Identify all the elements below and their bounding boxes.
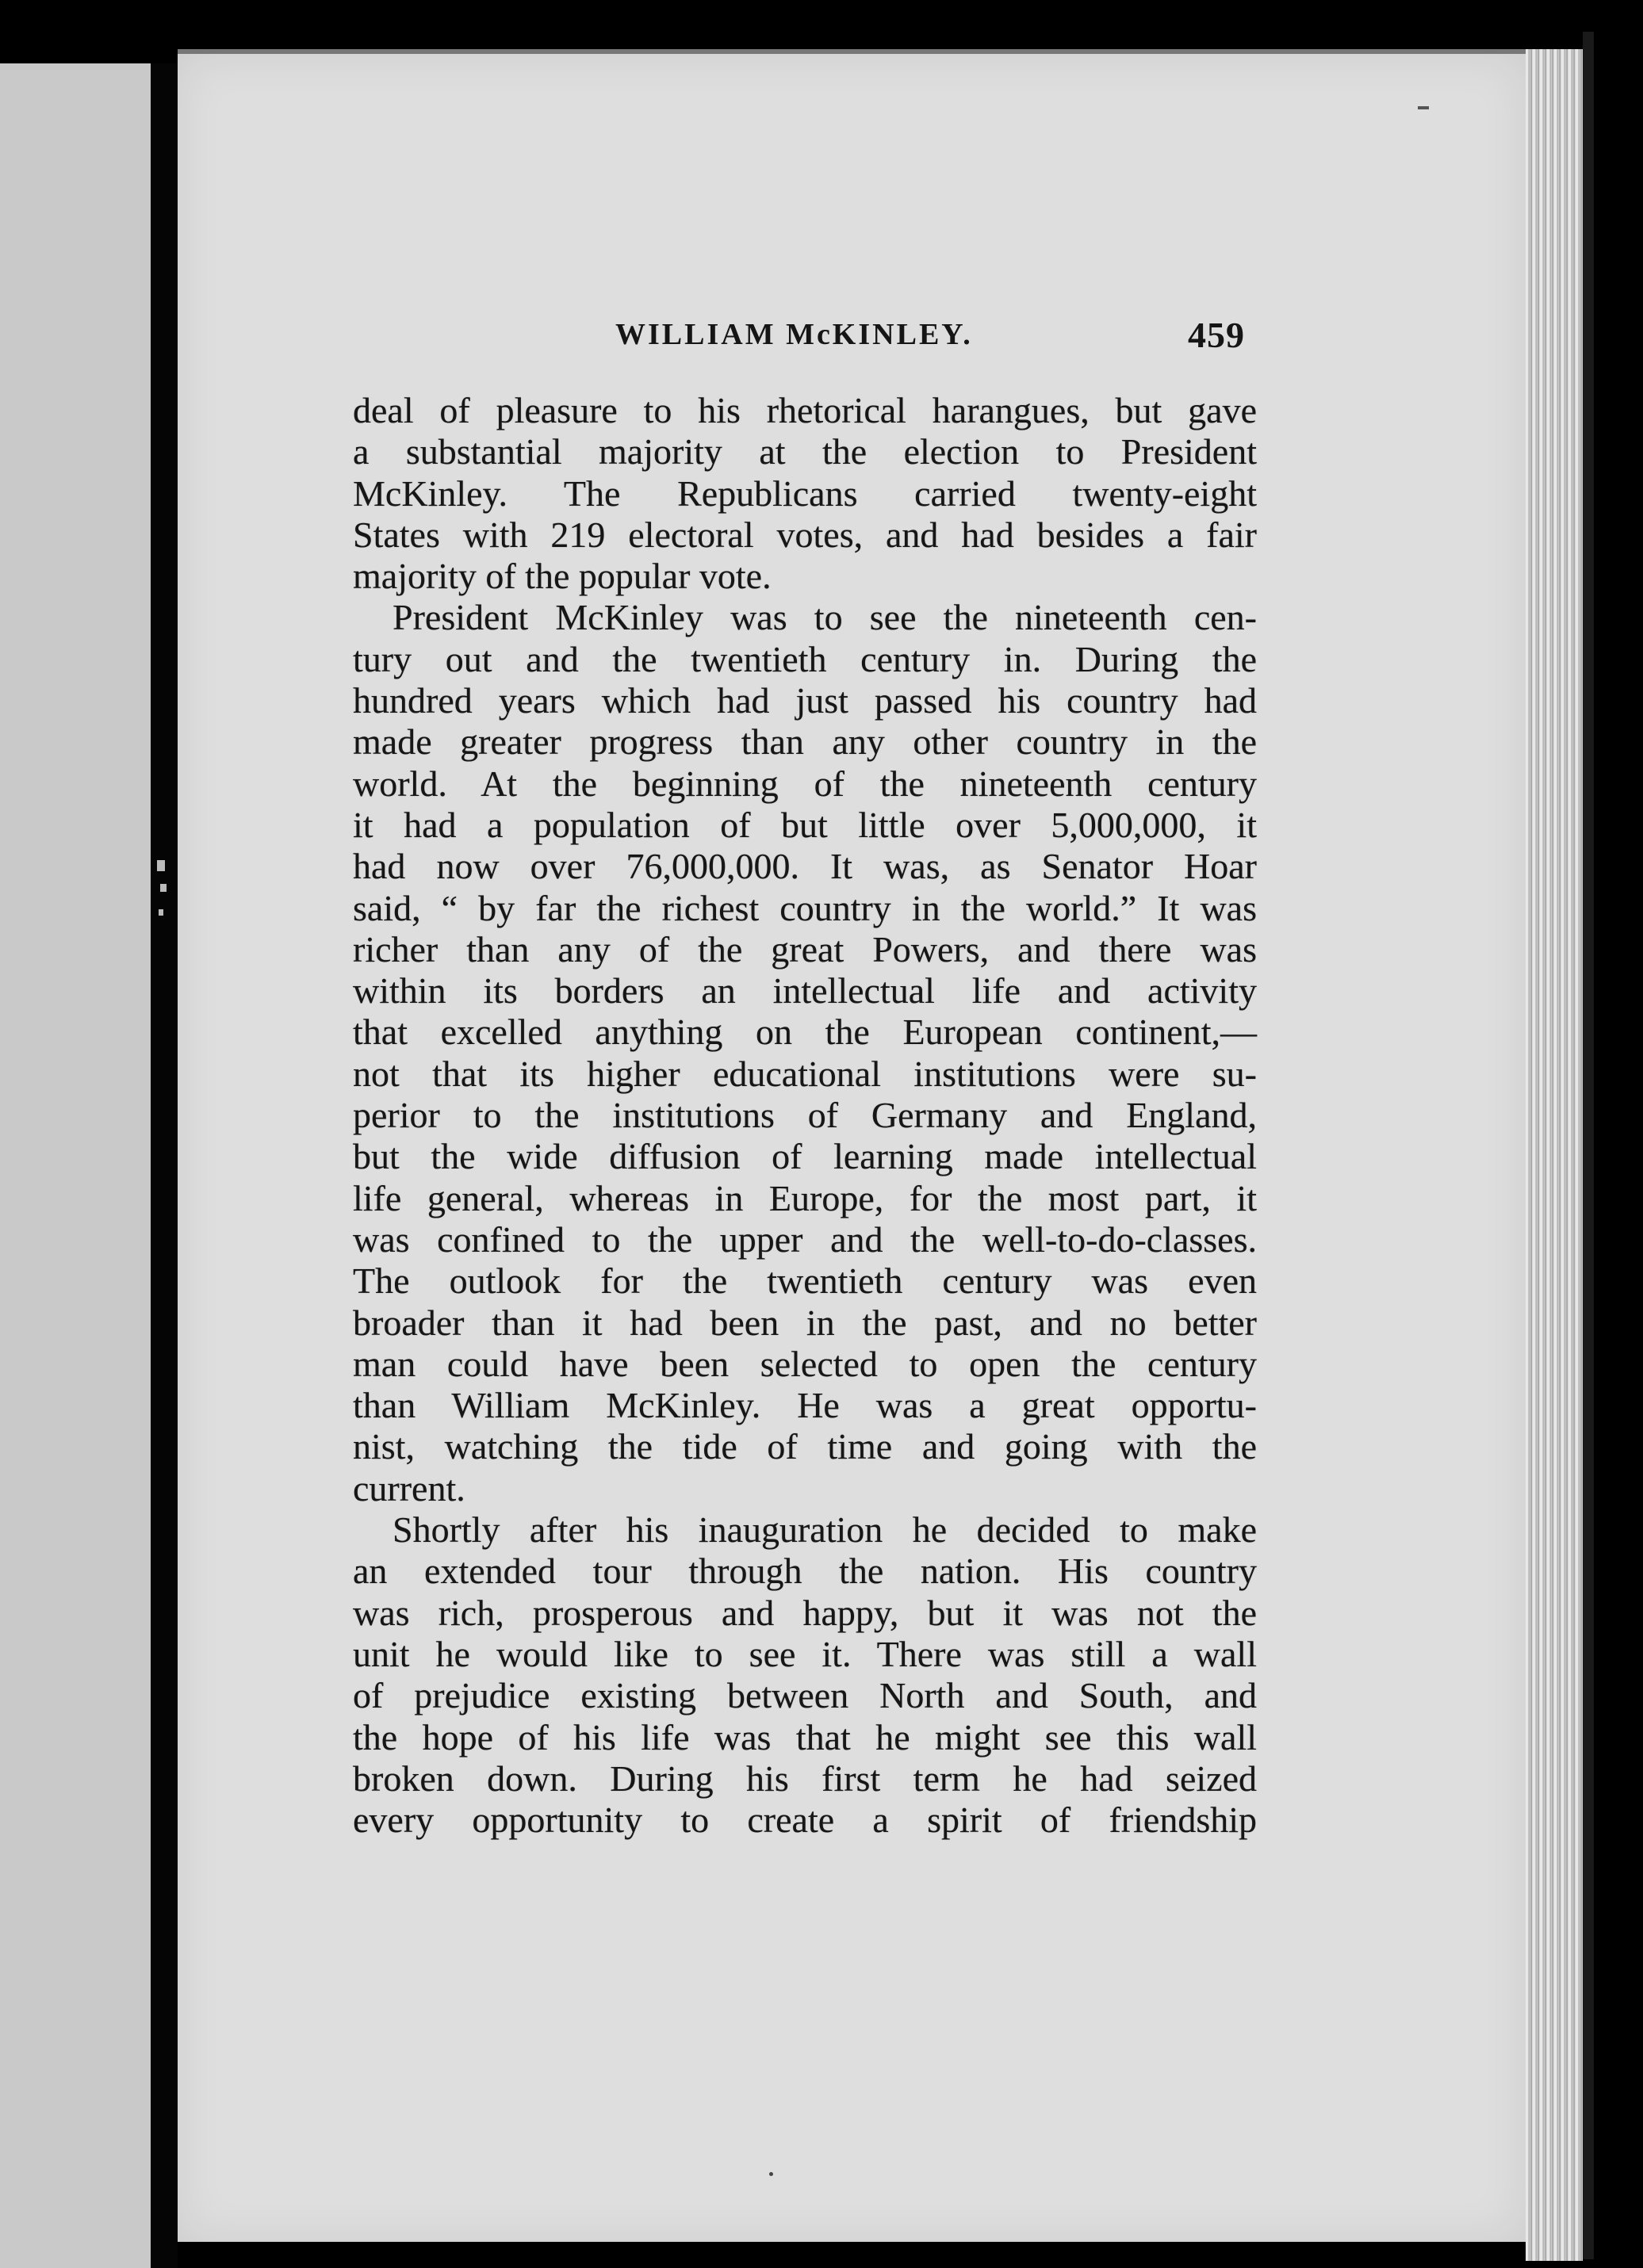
text-line: unit he would like to see it. There was still a wall bbox=[353, 1633, 1257, 1674]
text-line: but the wide diffusion of learning made intellectual bbox=[353, 1136, 1257, 1177]
text-line: broken down. During his first term he had seized bbox=[353, 1757, 1257, 1799]
running-head bbox=[349, 317, 1245, 365]
text-line: had now over 76,000,000. It was, as Senator Hoar bbox=[353, 846, 1257, 887]
print-mark bbox=[1418, 106, 1429, 109]
text-line: life general, whereas in Europe, for the most part, it bbox=[353, 1177, 1257, 1218]
text-line: Shortly after his inauguration he decided to make bbox=[393, 1509, 1257, 1551]
speck bbox=[159, 909, 163, 916]
text-line: a substantial majority at the election to President bbox=[353, 431, 1257, 472]
fore-edge-shadow bbox=[1583, 32, 1594, 2259]
text-line: President McKinley was to see the nineteenth cen- bbox=[393, 597, 1257, 638]
speck bbox=[160, 884, 167, 892]
page-stack-fore-edge bbox=[1526, 49, 1583, 2261]
previous-page-edge bbox=[0, 63, 151, 2268]
page-number: 459 bbox=[1188, 315, 1245, 355]
text-line: McKinley. The Republicans carried twenty-eight bbox=[353, 472, 1257, 514]
text-line: not that its higher educational institutions were su- bbox=[353, 1053, 1257, 1094]
binding-gutter bbox=[151, 63, 178, 2268]
running-head-title: WILLIAM McKINLEY. bbox=[615, 318, 973, 351]
text-line: world. At the beginning of the nineteenth century bbox=[353, 763, 1257, 804]
text-line: than William McKinley. He was a great opportu- bbox=[353, 1385, 1257, 1426]
text-line: tury out and the twentieth century in. During the bbox=[353, 638, 1257, 679]
text-line: man could have been selected to open the century bbox=[353, 1343, 1257, 1384]
text-line: that excelled anything on the European continent,— bbox=[353, 1012, 1257, 1053]
text-line: an extended tour through the nation. His country bbox=[353, 1551, 1257, 1592]
speck bbox=[157, 860, 165, 871]
text-line: made greater progress than any other country in the bbox=[353, 721, 1257, 763]
text-line: broader than it had been in the past, and no better bbox=[353, 1302, 1257, 1343]
text-line: said, “ by far the richest country in the world.” It was bbox=[353, 887, 1257, 928]
text-line: was rich, prosperous and happy, but it was not the bbox=[353, 1592, 1257, 1633]
text-line: every opportunity to create a spirit of friendship bbox=[353, 1799, 1257, 1841]
binding-specks bbox=[155, 860, 171, 931]
text-line: majority of the popular vote. bbox=[353, 556, 772, 597]
text-line: was confined to the upper and the well-to-do-classes. bbox=[353, 1218, 1257, 1260]
text-line: deal of pleasure to his rhetorical harangues, but gave bbox=[353, 390, 1257, 430]
body-text bbox=[353, 390, 1257, 1841]
text-line: perior to the institutions of Germany and England, bbox=[353, 1095, 1257, 1136]
text-line: it had a population of but little over 5,000,000, it bbox=[353, 804, 1257, 845]
text-line: nist, watching the tide of time and going with the bbox=[353, 1426, 1257, 1467]
text-line: within its borders an intellectual life and activity bbox=[353, 970, 1257, 1012]
text-line: richer than any of the great Powers, and there was bbox=[353, 928, 1257, 970]
print-dot bbox=[769, 2172, 773, 2176]
text-line: The outlook for the twentieth century was even bbox=[353, 1260, 1257, 1302]
text-line: of prejudice existing between North and South, and bbox=[353, 1675, 1257, 1716]
text-line: current. bbox=[353, 1467, 465, 1509]
text-line: the hope of his life was that he might see this wall bbox=[353, 1716, 1257, 1757]
text-line: States with 219 electoral votes, and had besides a fair bbox=[353, 514, 1257, 555]
text-line: hundred years which had just passed his country had bbox=[353, 680, 1257, 721]
